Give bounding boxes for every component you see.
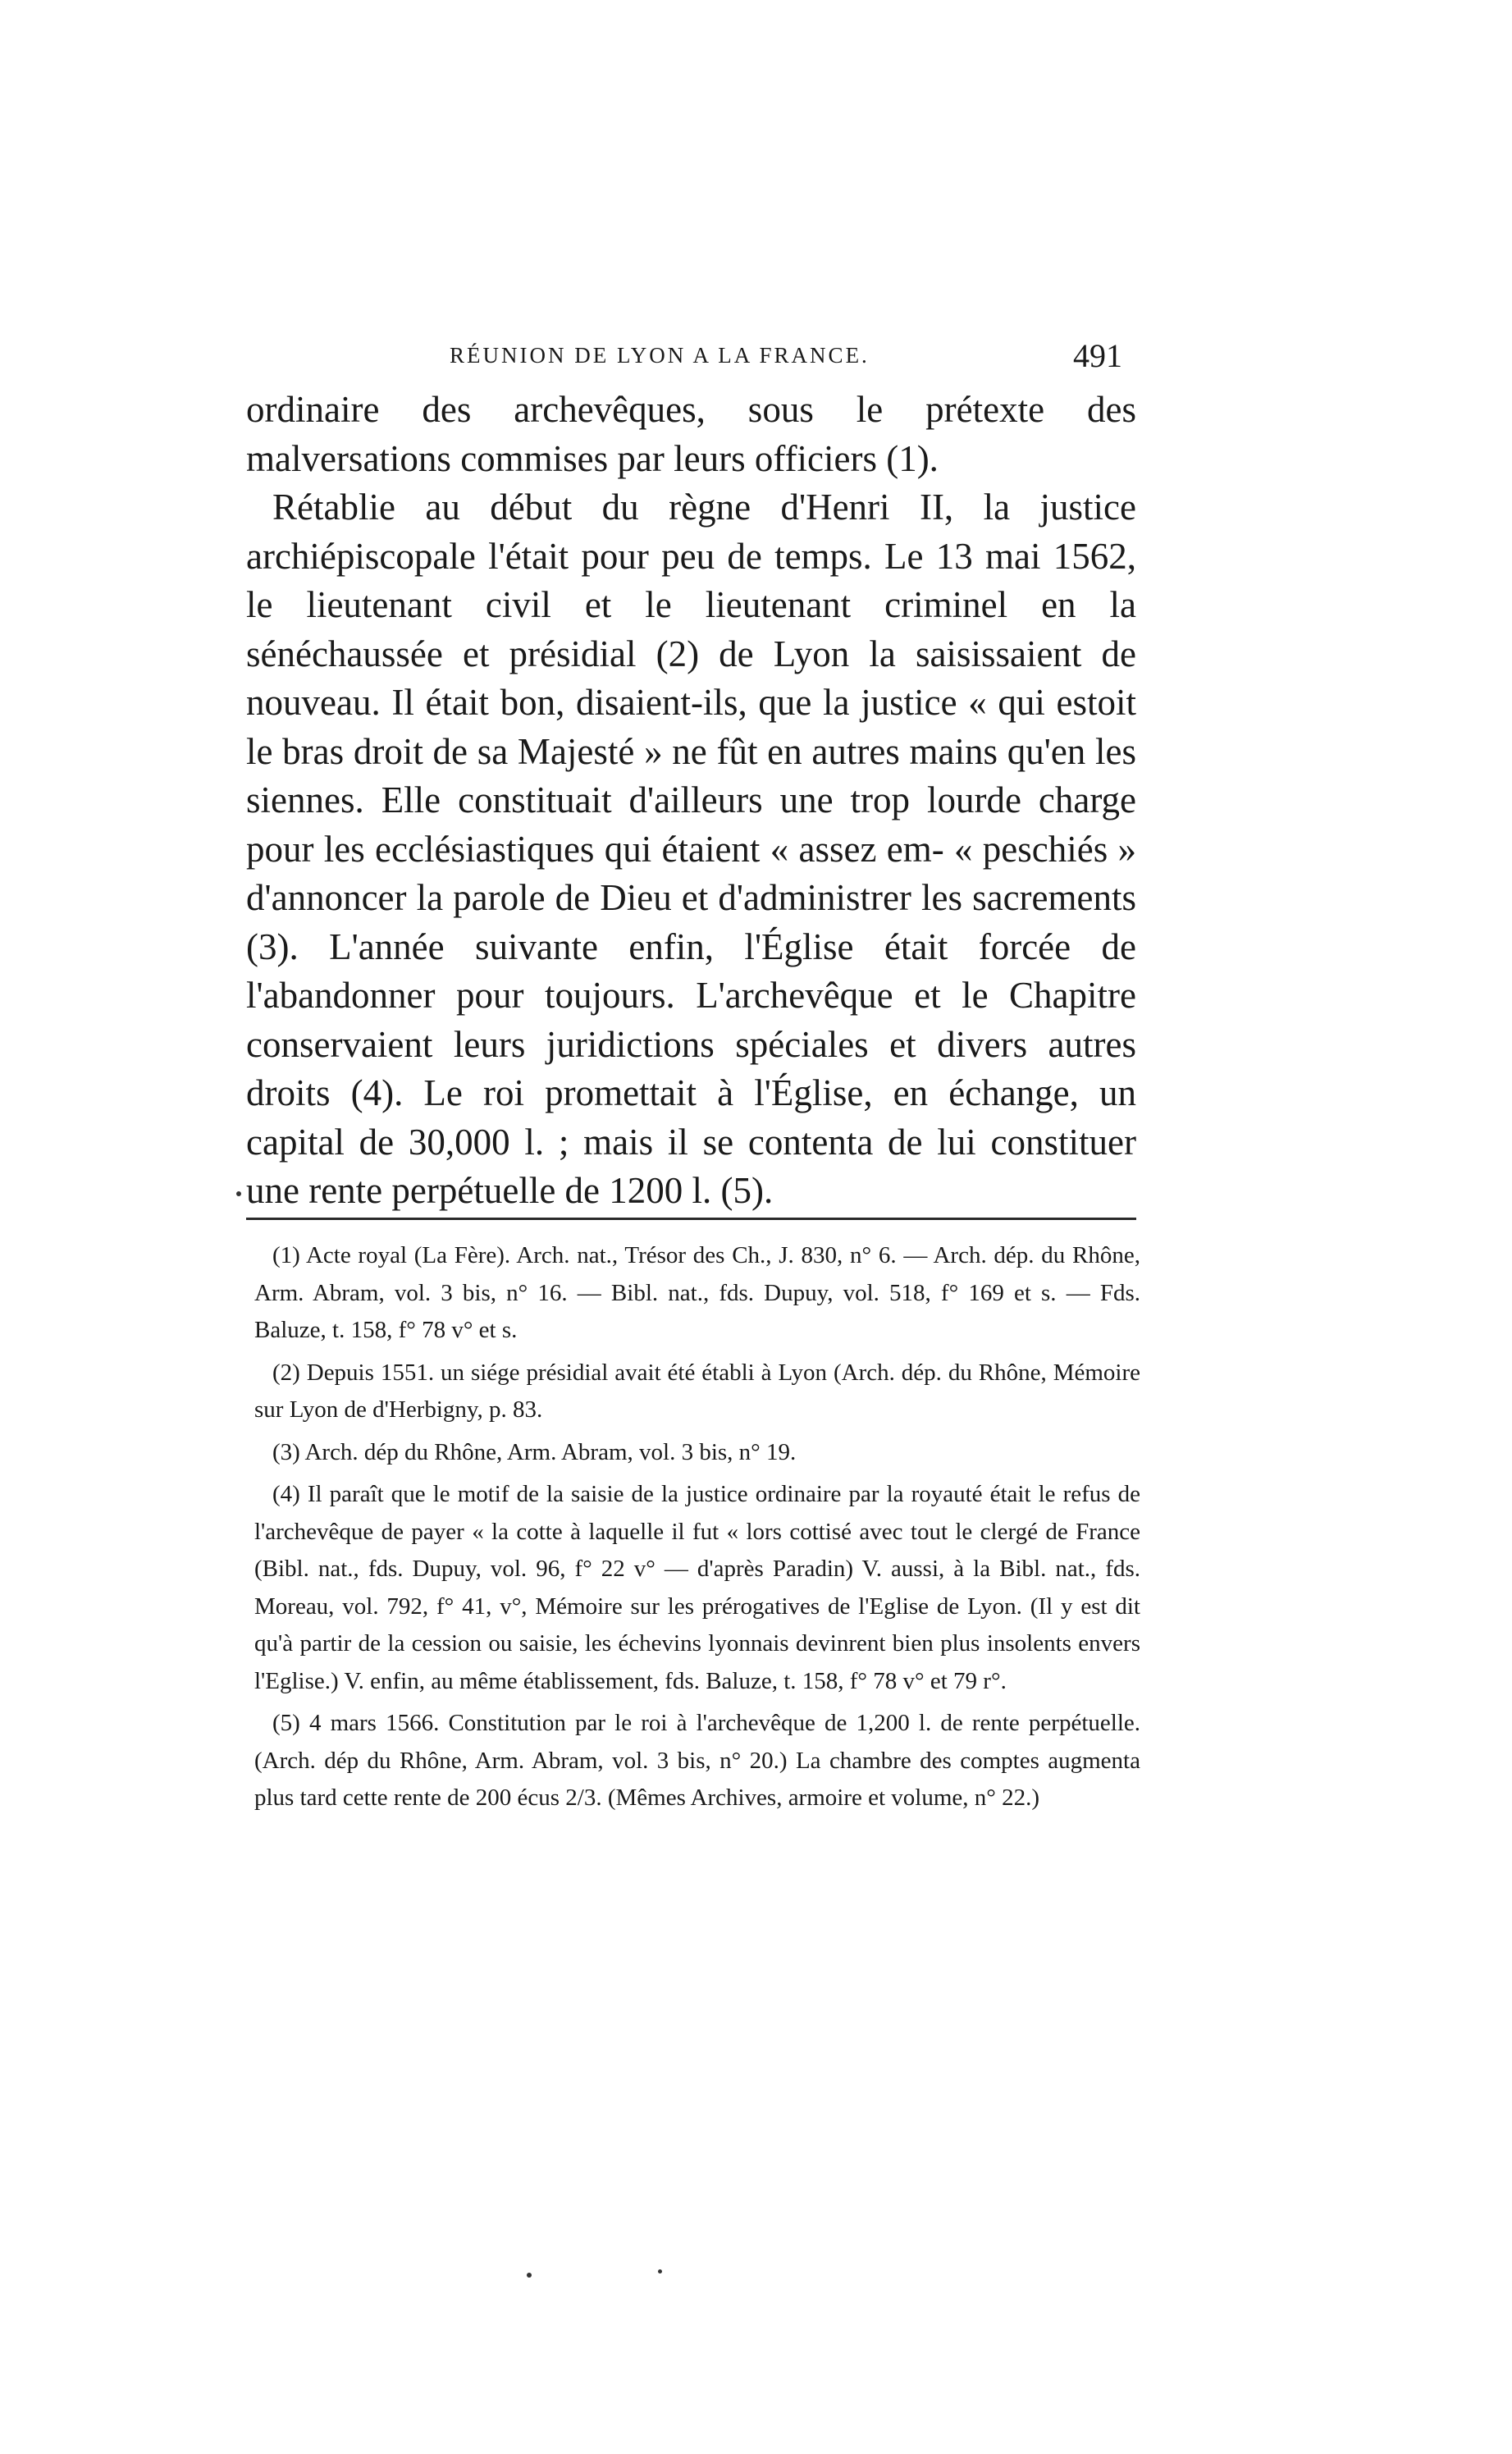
body-paragraph-2: Rétablie au début du règne d'Henri II, la justice archiépiscopale l'était pour peu de temps. Le 13 mai 1562, le lieutenant civil et le lieutenant criminel en la sénéchaussée et présidial (2) de Lyon la saisissaient de nouveau. Il était bon, disaient-ils, que la justice « qui estoit le bras droit de sa Majesté » ne fût en autres mains qu'en les siennes. Elle constituait d'ailleurs une trop lourde charge pour les ecclésiastiques qui étaient « assez em- « peschiés » d'annoncer la parole de Dieu et d'administrer les sacrements (3). L'année suivante enfin, l'Église était forcée de l'abandonner pour toujours. L'archevêque et le Chapitre conservaient leurs juridictions spéciales et divers autres droits (4). Le roi promettait à l'Église, en échange, un capital de 30,000 l. ; mais il se contenta de lui constituer une rente perpétuelle de 1200 l. (5). xyxy=(246,487,1136,1211)
footnote-3: (3) Arch. dép du Rhône, Arm. Abram, vol. 3 bis, n° 19. xyxy=(272,1438,797,1465)
running-head xyxy=(450,336,1122,377)
footnote-5: (5) 4 mars 1566. Constitution par le roi à l'archevêque de 1,200 l. de rente perpétuelle. (Arch. dép du Rhône, Arm. Abram, vol. 3 bis, n° 20.) La chambre des comptes augmenta plus tard cette rente de 200 écus 2/3. (Mêmes Archives, armoire et volume, n° 22.) xyxy=(254,1710,1140,1811)
page-number: 491 xyxy=(1073,337,1122,374)
page-speck-2 xyxy=(658,2269,662,2273)
body-paragraph-1: ordinaire des archevêques, sous le prétexte des malversations commises par leurs officiers (1). xyxy=(246,389,1136,479)
running-title: RÉUNION DE LYON A LA FRANCE. xyxy=(450,343,870,368)
page-speck xyxy=(527,2273,532,2278)
footnote-4: (4) Il paraît que le motif de la saisie de la justice ordinaire par la royauté était le refus de l'archevêque de payer « la cotte à laquelle il fut « lors cottisé avec tout le clergé de France (Bibl. nat., fds. Dupuy, vol. 96, f° 22 v° — d'après Paradin) V. aussi, à la Bibl. nat., fds. Moreau, vol. 792, f° 41, v°, Mémoire sur les prérogatives de l'Eglise de Lyon. (Il y est dit qu'à partir de la cession ou saisie, les échevins lyonnais devinrent bien plus insolents envers l'Eglise.) V. enfin, au même établissement, fds. Baluze, t. 158, f° 78 v° et 79 r°. xyxy=(254,1481,1140,1694)
footnote-separator xyxy=(246,1218,1136,1220)
footnotes xyxy=(254,1237,1140,1822)
margin-speck xyxy=(236,1191,241,1196)
body-text xyxy=(246,386,1136,1216)
footnote-2: (2) Depuis 1551. un siége présidial avait été établi à Lyon (Arch. dép. du Rhône, Mémoire sur Lyon de d'Herbigny, p. 83. xyxy=(254,1359,1140,1423)
footnote-1: (1) Acte royal (La Fère). Arch. nat., Trésor des Ch., J. 830, n° 6. — Arch. dép. du Rhône, Arm. Abram, vol. 3 bis, n° 16. — Bibl. nat., fds. Dupuy, vol. 518, f° 169 et s. — Fds. Baluze, t. 158, f° 78 v° et s. xyxy=(254,1242,1140,1343)
